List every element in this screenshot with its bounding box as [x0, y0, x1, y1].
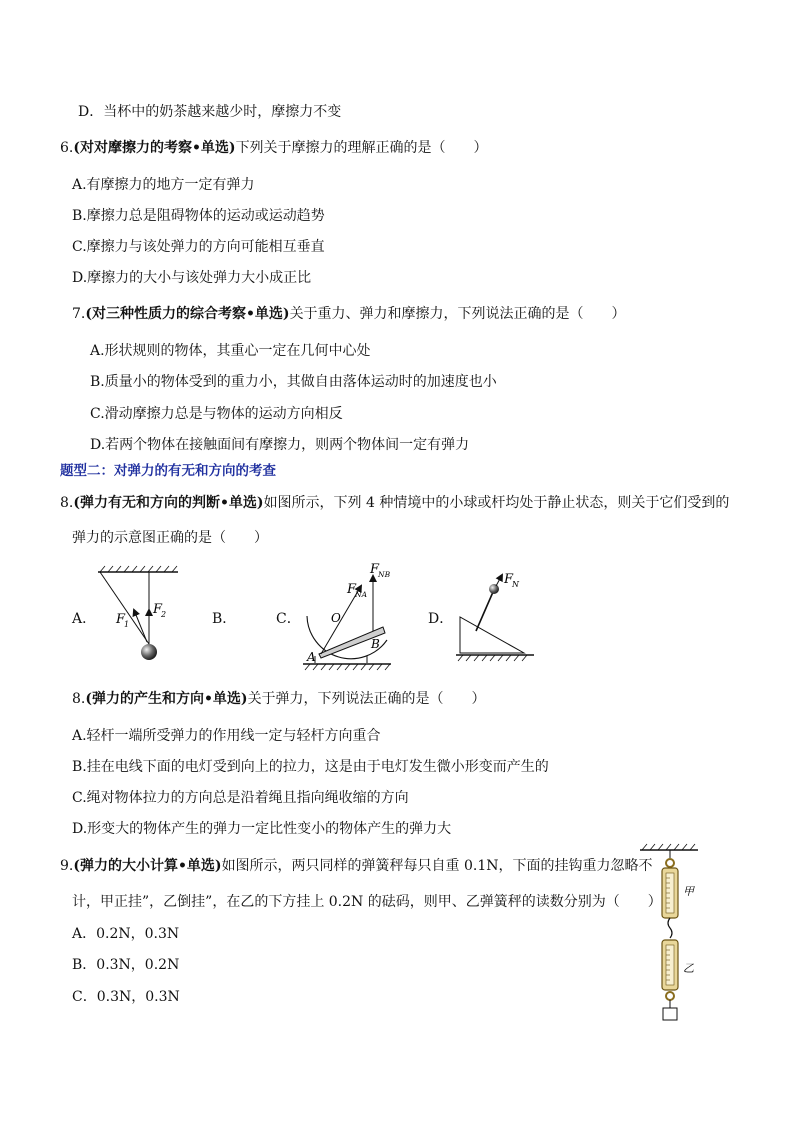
q9-stem-line2: 计，甲正挂”，乙倒挂”，在乙的下方挂上 0.2N 的砝码，则甲、乙弹簧秤的读数分别为（ ） [72, 894, 662, 910]
q8-figure-d [452, 565, 542, 665]
q8b-text: 关于弹力，下列说法正确的是（ ） [247, 691, 486, 707]
q9-tag: (弹力的大小计算•单选) [73, 858, 222, 874]
q7-option-c: C.滑动摩擦力总是与物体的运动方向相反 [90, 406, 343, 422]
ground-hatch [305, 664, 390, 670]
q9-option-a: A．0.2N，0.3N [72, 926, 180, 942]
q7-text: 关于重力、弹力和摩擦力，下列说法正确的是（ ） [289, 306, 626, 322]
q6-option-a: A.有摩擦力的地方一定有弹力 [72, 177, 255, 193]
q8-option-b-label: B． [212, 611, 237, 627]
q6-tag: (对对摩擦力的考察•单选) [73, 140, 236, 156]
ball [489, 584, 499, 594]
q9-option-c: C．0.3N，0.3N [72, 989, 180, 1005]
label-b: B [371, 637, 380, 651]
q8-tag: (弹力有无和方向的判断•单选) [73, 495, 264, 511]
label-f2: F [153, 602, 163, 617]
q8b-option-b: B.挂在电线下面的电灯受到向上的拉力，这是由于电灯发生微小形变而产生的 [72, 759, 549, 775]
q8b-option-d: D.形变大的物体产生的弹力一定比性变小的物体产生的弹力大 [72, 821, 452, 837]
label-f1-sub: 1 [124, 620, 130, 629]
q8-figure-c [295, 560, 405, 672]
label-fnb-sub: NB [378, 570, 391, 579]
q9-number: 9. [60, 858, 74, 874]
q6-number: 6. [60, 140, 74, 156]
q8b-tag: (弹力的产生和方向•单选) [85, 691, 248, 707]
label-o: O [331, 611, 341, 625]
q8b-stem [72, 690, 486, 708]
section-heading: 题型二：对弹力的有无和方向的考查 [60, 463, 276, 479]
q6-option-b: B.摩擦力总是阻碍物体的运动或运动趋势 [72, 208, 325, 224]
q8-stem [60, 494, 729, 512]
hook-chain [668, 918, 672, 938]
q7-option-d: D.若两个物体在接触面间有摩擦力，则两个物体间一定有弹力 [90, 437, 470, 453]
q8-stem-line2: 弹力的示意图正确的是（ ） [72, 530, 268, 546]
q8-number: 8. [60, 495, 74, 511]
q9-stem [60, 857, 653, 875]
q8b-number: 8. [72, 691, 86, 707]
rod [476, 592, 493, 631]
arrow-fn [496, 575, 502, 586]
q9-option-b: B．0.3N，0.2N [72, 957, 180, 973]
label-f1: F [116, 612, 126, 627]
q8b-option-a: A.轻杆一端所受弹力的作用线一定与轻杆方向重合 [72, 728, 381, 744]
ball [141, 644, 157, 660]
label-f2-sub: 2 [161, 610, 167, 619]
label-fnb: F [370, 562, 380, 577]
weight-block [663, 1008, 677, 1020]
incline [460, 617, 524, 653]
q8-text: 如图所示，下列 4 种情境中的小球或杆均处于静止状态，则关于它们受到的 [263, 495, 730, 511]
arrow-f1 [134, 610, 147, 642]
q6-option-d: D.摩擦力的大小与该处弹力大小成正比 [72, 270, 312, 286]
q7-number: 7. [72, 306, 86, 322]
q5-option-d: D．当杯中的奶茶越来越少时，摩擦力不变 [78, 104, 342, 120]
q9-figure [636, 840, 714, 1026]
q7-stem [72, 305, 626, 323]
ring-top [666, 859, 674, 867]
q6-text: 下列关于摩擦力的理解正确的是（ ） [235, 140, 488, 156]
label-fn-sub: N [512, 580, 519, 589]
q7-option-a: A.形状规则的物体，其重心一定在几何中心处 [90, 343, 371, 359]
q8b-option-c: C.绳对物体拉力的方向总是沿着绳且指向绳收缩的方向 [72, 790, 409, 806]
ring-bottom [666, 992, 674, 1000]
ceiling-hatch [100, 566, 177, 572]
ground-hatch [458, 655, 527, 661]
q8-option-d-label: D． [428, 611, 454, 627]
q6-option-c: C.摩擦力与该处弹力的方向可能相互垂直 [72, 239, 325, 255]
label-fna: F [347, 582, 357, 597]
q8-figure-a [90, 560, 190, 670]
label-fna-sub: NA [355, 590, 367, 599]
label-yi: 乙 [683, 962, 694, 975]
label-jia: 甲 [683, 885, 694, 898]
q8-option-a-label: A． [72, 611, 97, 627]
string-slanted [100, 572, 149, 644]
q7-tag: (对三种性质力的综合考察•单选) [85, 306, 290, 322]
label-a: A [307, 650, 316, 664]
ceiling-hatch [642, 844, 695, 850]
label-fn: F [504, 572, 514, 587]
q9-text: 如图所示，两只同样的弹簧秤每只自重 0.1N，下面的挂钩重力忽略不 [221, 858, 653, 874]
q8-option-c-label: C． [276, 611, 301, 627]
q6-stem [60, 139, 488, 157]
q7-option-b: B.质量小的物体受到的重力小，其做自由落体运动时的加速度也小 [90, 374, 497, 390]
